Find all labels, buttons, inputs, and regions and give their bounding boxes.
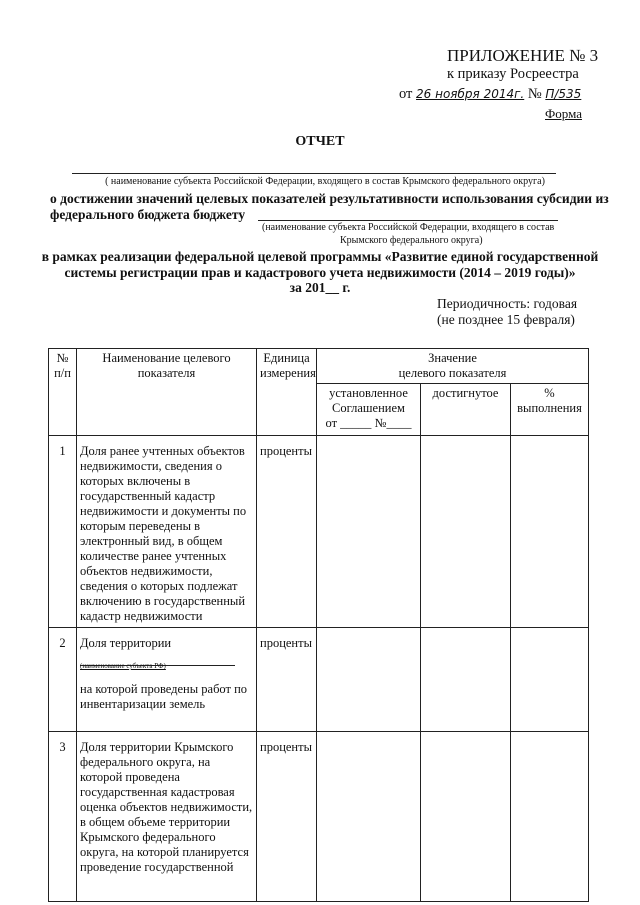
report-period: за 201__ г. [289, 280, 351, 295]
subject-note-2a: (наименование субъекта Российской Федерации, входящего в состав [262, 222, 555, 233]
subject-note-2b: Крымского федерального округа) [340, 235, 483, 246]
deadline: (не позднее 15 февраля) [437, 312, 575, 327]
form-label: Форма [545, 106, 582, 121]
header-achieved: достигнутое [421, 384, 511, 436]
appendix-title: ПРИЛОЖЕНИЕ № 3 [447, 46, 599, 65]
report-title: ОТЧЕТ [295, 134, 345, 149]
purpose-line-2: федерального бюджета бюджету [50, 207, 246, 222]
periodicity: Периодичность: годовая [437, 296, 578, 311]
subject-sub-note: (наименование субъекта РФ) [80, 662, 166, 670]
table-row [49, 732, 589, 902]
table-row [49, 628, 589, 732]
subject-blank-line [72, 173, 556, 174]
row-achieved-value[interactable] [421, 436, 511, 628]
header-percent: % выполнения [511, 384, 589, 436]
row-num: 2 [49, 628, 77, 732]
indicators-table [48, 348, 589, 902]
row-indicator-name: Доля ранее учтенных объектов недвижимости, сведения о которых включены в государственный кадастр недвижимости и документы по которым переведены в электронный вид, в общем количестве ранее учтенных объектов недвижимости, сведения о которых подлежат включению в государственный кадастр недвижимости [77, 436, 257, 628]
table-row [49, 436, 589, 628]
budget-blank-line [258, 220, 558, 221]
number-sign: № [527, 86, 542, 102]
row-unit: проценты [257, 732, 317, 902]
row-num: 1 [49, 436, 77, 628]
row-percent-value[interactable] [511, 628, 589, 732]
row-unit: проценты [257, 628, 317, 732]
row-name-cont: на которой проведены работ по инвентаризации земель [80, 682, 248, 711]
handwritten-number: П/535 [545, 87, 582, 101]
header-unit: Единица измерения [257, 349, 317, 436]
program-line-2: системы регистрации прав и кадастрового учета недвижимости (2014 – 2019 годы)» [64, 265, 576, 280]
appendix-date-line [399, 86, 581, 103]
row-indicator-name [77, 628, 257, 732]
header-num: № п/п [49, 349, 77, 436]
header-name: Наименование целевого показателя [77, 349, 257, 436]
appendix-order: к приказу Росреестра [447, 66, 579, 82]
row-set-value[interactable] [317, 732, 421, 902]
table-header-row [49, 349, 589, 384]
header-value: Значение целевого показателя [317, 349, 589, 384]
program-line-1: в рамках реализации федеральной целевой программы «Развитие единой государственной [41, 249, 599, 264]
row-achieved-value[interactable] [421, 628, 511, 732]
subject-note: ( наименование субъекта Российской Федерации, входящего в состав Крымского федерального округа) [105, 176, 545, 187]
row-num: 3 [49, 732, 77, 902]
purpose-line-1: о достижении значений целевых показателей результативности использования субсидии из [50, 191, 609, 206]
subject-blank-line [80, 651, 235, 670]
row-set-value[interactable] [317, 628, 421, 732]
row-achieved-value[interactable] [421, 732, 511, 902]
row-unit: проценты [257, 436, 317, 628]
handwritten-date: 26 ноября 2014г. [416, 87, 525, 101]
row-indicator-name: Доля территории Крымского федерального округа, на которой проведена государственная кадастровая оценка объектов недвижимости, в общем объеме территории Крымского федерального округа, на которой планируется проведение государственной [77, 732, 257, 902]
row-percent-value[interactable] [511, 732, 589, 902]
row-percent-value[interactable] [511, 436, 589, 628]
row-name-start: Доля территории [80, 636, 172, 650]
header-set-value: установленное Соглашением от _____ №____ [317, 384, 421, 436]
row-set-value[interactable] [317, 436, 421, 628]
date-prefix: от [399, 86, 413, 102]
